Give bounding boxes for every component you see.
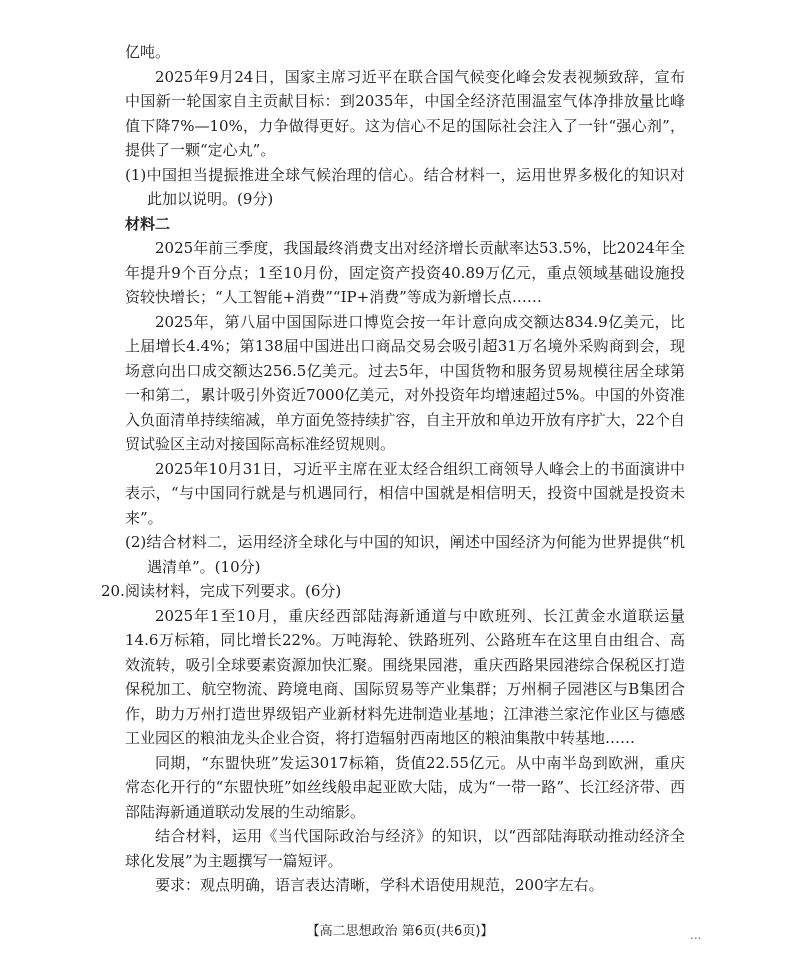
page-footer: 【高二思想政治 第6页(共6页)】 (306, 924, 494, 939)
material-two-paragraph-3: 2025年10月31日，习近平主席在亚太经合组织工商领导人峰会上的书面演讲中表示，“与中国同行就是与机遇同行，相信中国就是相信明天，投资中国就是投资未来”。 (125, 459, 685, 527)
material-two-paragraph-1: 2025年前三季度，我国最终消费支出对经济增长贡献率达53.5%，比2024年全年提升9个百分点；1至10月份，固定资产投资40.89万亿元，重点领域基础设施投资较快增长；“人工智能+消费”“IP+消费”等成为新增长点…… (125, 239, 685, 306)
question-20 (101, 579, 685, 604)
question-1: (1)中国担当提振推进全球气候治理的信心。结合材料一，运用世界多极化的知识对此加以说明。(9分) (125, 165, 685, 208)
continued-text: 亿吨。 (125, 43, 171, 61)
question-20-requirements: 要求：观点明确，语言表达清晰，学科术语使用规范，200字左右。 (155, 876, 604, 894)
corner-mark: ... (690, 928, 702, 942)
question-20-paragraph-1: 2025年1至10月，重庆经西部陆海新通道与中欧班列、长江黄金水道联运量14.6万标箱，同比增长22%。万吨海轮、铁路班列、公路班车在这里自由组合、高效流转，吸引全球要素资源加快汇聚。围绕果园港，重庆西路果园港综合保税区打造保税加工、航空物流、跨境电商、国际贸易等产业集群；万州桐子园港区与B集团合作，助力万州打造世界级铝产业新材料先进制造业基地；江津港兰家沱作业区与德感工业园区的粮油龙头企业合资，将打造辐射西南地区的粮油集散中转基地…… (125, 606, 685, 747)
material-two-paragraph-2: 2025年，第八届中国国际进口博览会按一年计意向成交额达834.9亿美元，比上届增长4.4%；第138届中国进出口商品交易会吸引超31万名境外采购商到会，现场意向出口成交额达256.5亿美元。过去5年，中国货物和服务贸易规模往居全球第一和第二，累计吸引外资近7000亿美元，对外投资年均增速超过5%。中国的外资准入负面清单持续缩减，单方面免签持续扩容，自主开放和单边开放有序扩大，22个自贸试验区主动对接国际高标准经贸规则。 (125, 312, 685, 453)
question-20-task: 结合材料，运用《当代国际政治与经济》的知识，以“西部陆海联动推动经济全球化发展”为主题撰写一篇短评。 (125, 827, 685, 870)
material-one-paragraph: 2025年9月24日，国家主席习近平在联合国气候变化峰会发表视频致辞，宣布中国新一轮国家自主贡献目标：到2035年，中国全经济范围温室气体净排放量比峰值下降7%—10%，力争做得更好。这为信心不足的国际社会注入了一针“强心剂”，提供了一颗“定心丸”。 (125, 67, 685, 159)
question-2: (2)结合材料二，运用经济全球化与中国的知识，阐述中国经济为何能为世界提供“机遇清单”。(10分) (125, 533, 685, 576)
question-20-number: 20. (101, 582, 125, 600)
question-20-paragraph-2: 同期，“东盟快班”发运3017标箱，货值22.55亿元。从中南半岛到欧洲，重庆常态化开行的“东盟快班”如丝线般串起亚欧大陆，成为“一带一路”、长江经济带、西部陆海新通道联动发展的生动缩影。 (125, 753, 685, 821)
page-content (101, 40, 685, 898)
question-20-prompt: 阅读材料，完成下列要求。(6分) (125, 582, 342, 600)
material-two-heading: 材料二 (125, 214, 171, 233)
